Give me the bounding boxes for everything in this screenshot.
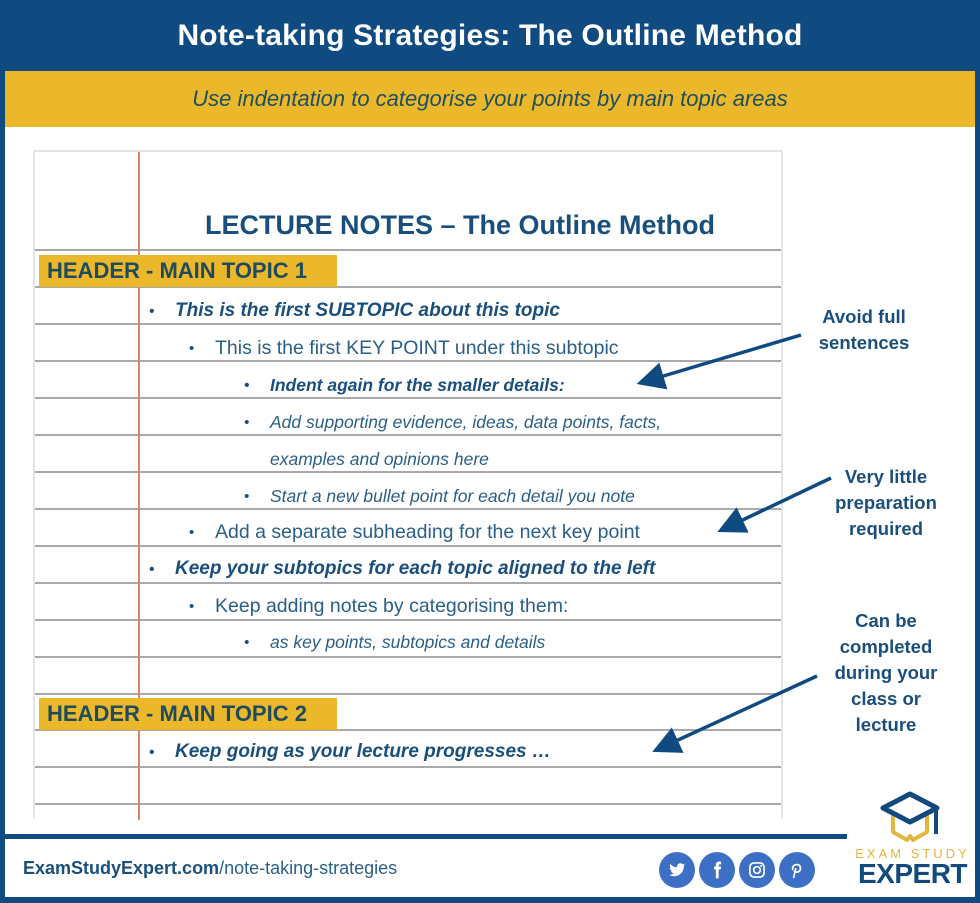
ruled-line	[35, 803, 781, 805]
callout-line: required	[848, 518, 924, 539]
note-keypoint	[189, 588, 568, 624]
note-detail	[244, 404, 661, 440]
bullet-icon: •	[244, 376, 250, 394]
page-title	[0, 0, 980, 71]
note-subtopic	[149, 293, 560, 329]
page-title-text: Note-taking Strategies: The Outline Method	[177, 18, 803, 52]
note-subtopic	[149, 551, 655, 587]
footer-divider	[0, 834, 847, 839]
note-text: Add a separate subheading for the next key point	[215, 520, 640, 543]
note-detail	[244, 367, 565, 403]
note-text: examples and opinions here	[270, 448, 489, 469]
bullet-icon: •	[189, 523, 195, 541]
subtitle-banner	[0, 71, 980, 127]
callout-completed-during-class	[820, 608, 952, 738]
bullet-icon: •	[244, 633, 250, 651]
topic-header-2: HEADER - MAIN TOPIC 2	[39, 698, 337, 730]
bullet-icon: •	[244, 413, 250, 431]
note-subtopic	[149, 734, 551, 770]
callout-line: preparation	[835, 492, 937, 513]
bullet-icon: •	[149, 743, 155, 761]
note-detail	[244, 624, 545, 660]
callout-line: Very little	[844, 466, 928, 487]
note-text: This is the first KEY POINT under this subtopic	[215, 336, 619, 359]
note-text: Keep adding notes by categorising them:	[215, 594, 569, 617]
bullet-icon: •	[149, 560, 155, 578]
callout-little-preparation	[820, 464, 952, 542]
note-text: This is the first SUBTOPIC about this topic	[175, 300, 560, 321]
note-detail-continuation	[270, 441, 489, 477]
graduation-cap-icon	[855, 790, 970, 846]
notes-title: LECTURE NOTES – The Outline Method	[204, 210, 715, 240]
callout-line: completed	[839, 636, 933, 657]
note-keypoint	[189, 514, 640, 550]
note-detail	[244, 478, 635, 514]
logo-bottom-text: EXPERT	[857, 858, 968, 889]
callout-line: class or	[851, 688, 921, 709]
subtitle-text: Use indentation to categorise your points by main topic areas	[192, 86, 788, 111]
note-text: Start a new bullet point for each detail you note	[270, 485, 635, 506]
twitter-icon[interactable]	[659, 852, 695, 888]
social-links	[659, 852, 815, 888]
ruled-line	[35, 693, 781, 695]
ruled-line	[35, 249, 781, 251]
logo-top-text: EXAM STUDY	[855, 846, 970, 861]
callout-line: Can be	[855, 610, 917, 631]
exam-study-expert-logo[interactable]	[855, 790, 970, 895]
note-text: as key points, subtopics and details	[270, 631, 546, 652]
note-text: Keep going as your lecture progresses …	[175, 741, 551, 762]
callout-line: lecture	[855, 714, 917, 735]
note-text: Indent again for the smaller details:	[270, 374, 565, 395]
footer-link[interactable]	[23, 858, 397, 879]
callout-line: sentences	[818, 332, 910, 353]
footer-url-domain: ExamStudyExpert.com	[23, 858, 220, 878]
bullet-icon: •	[244, 487, 250, 505]
bullet-icon: •	[189, 597, 195, 615]
note-keypoint	[189, 330, 619, 366]
callout-avoid-full-sentences	[800, 304, 928, 356]
note-text: Keep your subtopics for each topic aligned to the left	[175, 558, 656, 579]
topic-header-1: HEADER - MAIN TOPIC 1	[39, 255, 337, 287]
facebook-icon[interactable]	[699, 852, 735, 888]
note-text: Add supporting evidence, ideas, data points, facts,	[270, 411, 662, 432]
callout-line: during your	[834, 662, 938, 683]
callout-line: Avoid full	[822, 306, 906, 327]
lined-notepad	[33, 150, 783, 818]
pinterest-icon[interactable]	[779, 852, 815, 888]
instagram-icon[interactable]	[739, 852, 775, 888]
bullet-icon: •	[189, 339, 195, 357]
bullet-icon: •	[149, 302, 155, 320]
footer-url-path: /note-taking-strategies	[219, 858, 398, 878]
